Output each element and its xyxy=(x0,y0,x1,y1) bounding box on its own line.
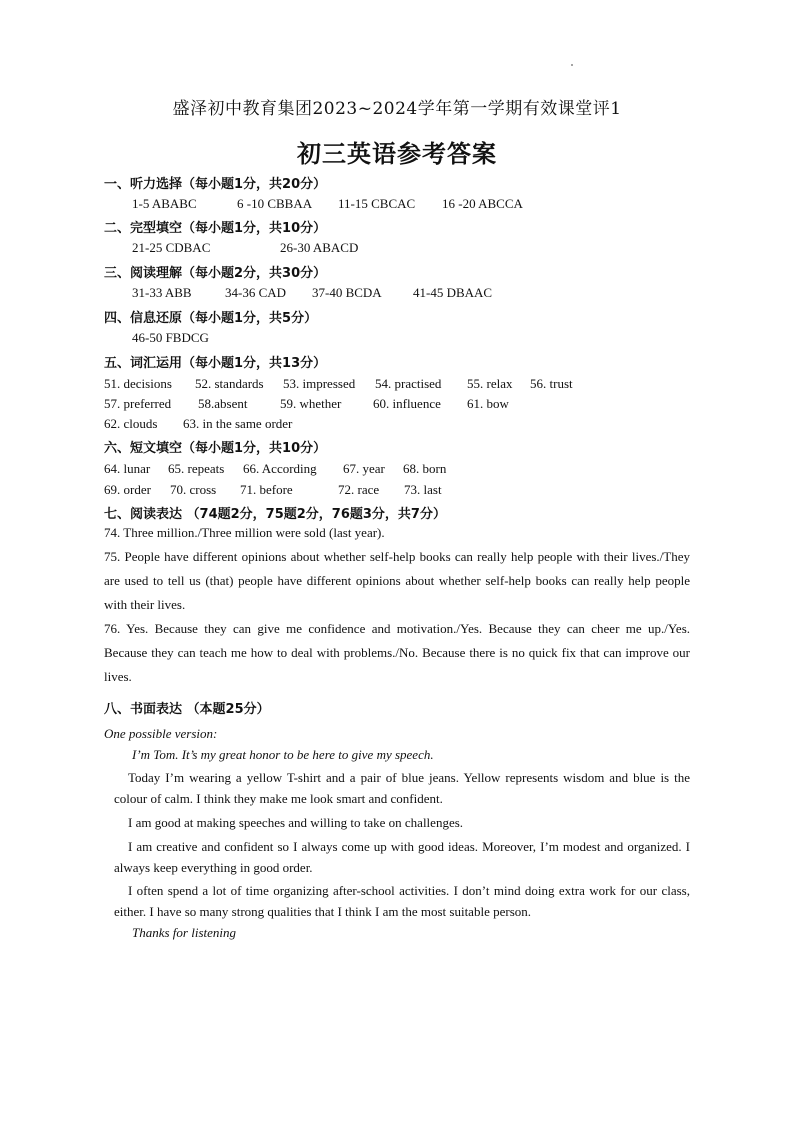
answer-item: 53. impressed xyxy=(283,376,356,391)
answer-group: 6 -10 CBBAA xyxy=(237,196,313,211)
answer-item: 55. relax xyxy=(467,376,513,391)
answer-item: 57. preferred xyxy=(104,396,172,411)
section-7-heading: 七、阅读表达 （74题2分，75题2分，76题3分，共7分） xyxy=(104,507,446,522)
essay-paragraph-4: I often spend a lot of time organizing after-school activities. I don’t mind doing extra work for our class, either. I have so many strong qualities that I think I am the most suitable person. xyxy=(114,883,690,919)
answer-item: 62. clouds xyxy=(104,416,158,431)
answer-item: 58.absent xyxy=(198,396,248,411)
document-subtitle: 盛泽初中教育集团2023~2024学年第一学期有效课堂评1 xyxy=(172,99,622,119)
answer-group: 41-45 DBAAC xyxy=(413,285,493,300)
answer-item: 59. whether xyxy=(280,396,342,411)
answer-item: 69. order xyxy=(104,482,151,497)
answer-group: 1-5 ABABC xyxy=(132,196,197,211)
answer-item: 73. last xyxy=(404,482,442,497)
answer-item: 68. born xyxy=(403,461,447,476)
section-3-heading: 三、阅读理解（每小题2分，共30分） xyxy=(104,266,327,281)
section-4-heading: 四、信息还原（每小题1分，共5分） xyxy=(104,311,318,326)
answer-group: 34-36 CAD xyxy=(225,285,287,300)
answer-item: 63. in the same order xyxy=(183,416,293,431)
answer-76: 76. Yes. Because they can give me confidence and motivation./Yes. Because they can cheer me up./Yes. Because they can teach me how to deal with problems./No. Because there is no quick fix that can improve our lives. xyxy=(104,621,690,684)
answer-item: 66. According xyxy=(243,461,317,476)
essay-paragraph-3: I am creative and confident so I always come up with good ideas. Moreover, I’m modest and organized. I always keep everything in good order. xyxy=(114,839,690,875)
answer-group: 46-50 FBDCG xyxy=(132,330,209,345)
essay-closing: Thanks for listening xyxy=(132,925,237,940)
answer-group: 16 -20 ABCCA xyxy=(442,196,523,211)
section-5-heading: 五、词汇运用（每小题1分，共13分） xyxy=(104,356,327,371)
answer-item: 51. decisions xyxy=(104,376,172,391)
answer-group: 11-15 CBCAC xyxy=(338,196,416,211)
section-1-heading: 一、听力选择（每小题1分，共20分） xyxy=(104,177,327,192)
answer-74: 74. Three million./Three million were sold (last year). xyxy=(104,525,385,540)
section-8-heading: 八、书面表达 （本题25分） xyxy=(104,702,270,717)
answer-item: 71. before xyxy=(240,482,293,497)
answer-group: 37-40 BCDA xyxy=(312,285,382,300)
answer-group: 21-25 CDBAC xyxy=(132,240,211,255)
section-6-heading: 六、短文填空（每小题1分，共10分） xyxy=(104,441,327,456)
answer-group: 26-30 ABACD xyxy=(280,240,359,255)
answer-item: 67. year xyxy=(343,461,385,476)
answer-item: 65. repeats xyxy=(168,461,225,476)
answer-item: 72. race xyxy=(338,482,380,497)
answer-item: 70. cross xyxy=(170,482,217,497)
essay-paragraph-2: I am good at making speeches and willing to take on challenges. xyxy=(128,815,464,830)
essay-greeting: I’m Tom. It’s my great honor to be here to give my speech. xyxy=(132,747,434,762)
document-title: 初三英语参考答案 xyxy=(297,139,497,168)
essay-paragraph-1: Today I’m wearing a yellow T-shirt and a pair of blue jeans. Yellow represents wisdom and blue is the colour of calm. I think they make me look smart and confident. xyxy=(114,770,690,806)
answer-item: 61. bow xyxy=(467,396,509,411)
answer-item: 60. influence xyxy=(373,396,441,411)
answer-item: 54. practised xyxy=(375,376,442,391)
essay-intro: One possible version: xyxy=(104,726,218,741)
answer-item: 52. standards xyxy=(195,376,264,391)
answer-item: 56. trust xyxy=(530,376,573,391)
stray-dot xyxy=(571,64,573,66)
answer-group: 31-33 ABB xyxy=(132,285,192,300)
section-2-heading: 二、完型填空（每小题1分，共10分） xyxy=(104,221,327,236)
answer-75: 75. People have different opinions about whether self-help books can really help people with their lives./They are used to tell us (that) people have different opinions about whether self-help books can really help people with their lives. xyxy=(104,549,690,612)
answer-item: 64. lunar xyxy=(104,461,151,476)
